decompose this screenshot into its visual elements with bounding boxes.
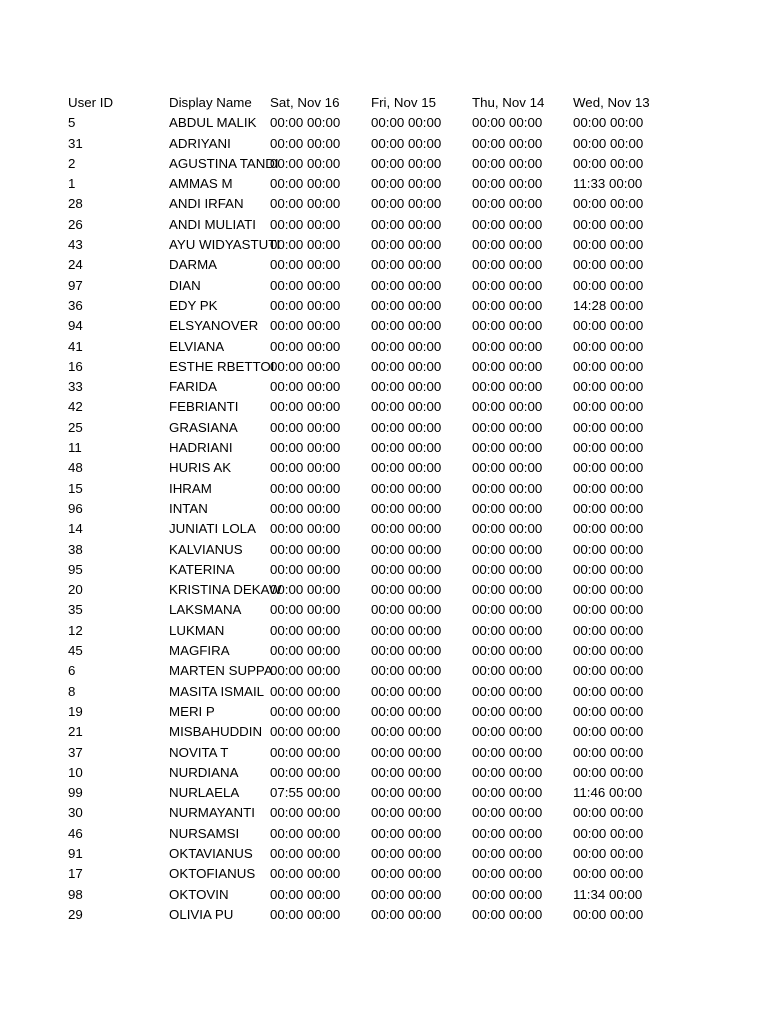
header-row (68, 93, 673, 113)
cell-user-id: 99 (68, 785, 83, 801)
table-body (68, 113, 673, 925)
cell-fri: 00:00 00:00 (371, 277, 442, 293)
cell-wed: 00:00 00:00 (573, 237, 644, 253)
cell-fri: 00:00 00:00 (371, 338, 442, 354)
attendance-sheet (68, 93, 673, 925)
cell-sat: 00:00 00:00 (270, 724, 341, 740)
table-row (68, 905, 673, 925)
cell-user-id: 94 (68, 318, 83, 334)
cell-wed: 00:00 00:00 (573, 115, 644, 131)
cell-thu: 00:00 00:00 (472, 866, 543, 882)
cell-sat: 00:00 00:00 (270, 663, 341, 679)
table-row (68, 661, 673, 681)
cell-fri: 00:00 00:00 (371, 805, 442, 821)
cell-display-name: INTAN (169, 500, 208, 516)
cell-user-id: 17 (68, 866, 83, 882)
cell-fri: 00:00 00:00 (371, 845, 442, 861)
cell-user-id: 37 (68, 744, 83, 760)
table-row (68, 682, 673, 702)
cell-user-id: 30 (68, 805, 83, 821)
cell-user-id: 14 (68, 521, 83, 537)
cell-user-id: 8 (68, 683, 76, 699)
cell-fri: 00:00 00:00 (371, 419, 442, 435)
table-row (68, 864, 673, 884)
cell-sat: 00:00 00:00 (270, 338, 341, 354)
cell-user-id: 97 (68, 277, 83, 293)
cell-fri: 00:00 00:00 (371, 216, 442, 232)
table-row (68, 479, 673, 499)
cell-fri: 00:00 00:00 (371, 135, 442, 151)
cell-wed: 00:00 00:00 (573, 440, 644, 456)
cell-user-id: 33 (68, 379, 83, 395)
cell-fri: 00:00 00:00 (371, 257, 442, 273)
cell-display-name: KRISTINA DEKAW (169, 582, 282, 598)
cell-sat: 00:00 00:00 (270, 703, 341, 719)
cell-thu: 00:00 00:00 (472, 500, 543, 516)
cell-thu: 00:00 00:00 (472, 135, 543, 151)
cell-fri: 00:00 00:00 (371, 460, 442, 476)
cell-sat: 00:00 00:00 (270, 237, 341, 253)
cell-thu: 00:00 00:00 (472, 622, 543, 638)
table-row (68, 560, 673, 580)
table-row (68, 722, 673, 742)
cell-display-name: MASITA ISMAIL (169, 683, 265, 699)
cell-wed: 00:00 00:00 (573, 277, 644, 293)
cell-sat: 00:00 00:00 (270, 196, 341, 212)
cell-user-id: 2 (68, 155, 76, 171)
cell-sat: 00:00 00:00 (270, 318, 341, 334)
cell-user-id: 26 (68, 216, 83, 232)
cell-sat: 00:00 00:00 (270, 886, 341, 902)
header-display-name: Display Name (169, 95, 252, 110)
cell-fri: 00:00 00:00 (371, 379, 442, 395)
cell-fri: 00:00 00:00 (371, 906, 442, 922)
cell-wed: 00:00 00:00 (573, 724, 644, 740)
cell-user-id: 43 (68, 237, 83, 253)
cell-user-id: 1 (68, 176, 76, 192)
table-row (68, 540, 673, 560)
cell-sat: 00:00 00:00 (270, 297, 341, 313)
cell-sat: 00:00 00:00 (270, 521, 341, 537)
cell-sat: 00:00 00:00 (270, 135, 341, 151)
cell-display-name: ELVIANA (169, 338, 225, 354)
cell-display-name: DIAN (169, 277, 201, 293)
table-row (68, 255, 673, 275)
cell-display-name: JUNIATI LOLA (169, 521, 256, 537)
cell-user-id: 98 (68, 886, 83, 902)
cell-sat: 00:00 00:00 (270, 480, 341, 496)
cell-wed: 14:28 00:00 (573, 297, 644, 313)
cell-fri: 00:00 00:00 (371, 196, 442, 212)
cell-fri: 00:00 00:00 (371, 541, 442, 557)
cell-thu: 00:00 00:00 (472, 906, 543, 922)
cell-fri: 00:00 00:00 (371, 500, 442, 516)
cell-display-name: MERI P (169, 703, 215, 719)
cell-wed: 00:00 00:00 (573, 318, 644, 334)
header-user-id: User ID (68, 95, 114, 110)
cell-sat: 00:00 00:00 (270, 115, 341, 131)
cell-thu: 00:00 00:00 (472, 764, 543, 780)
cell-wed: 00:00 00:00 (573, 764, 644, 780)
cell-thu: 00:00 00:00 (472, 155, 543, 171)
cell-wed: 00:00 00:00 (573, 744, 644, 760)
cell-thu: 00:00 00:00 (472, 460, 543, 476)
cell-display-name: EDY PK (169, 297, 218, 313)
cell-wed: 00:00 00:00 (573, 480, 644, 496)
cell-thu: 00:00 00:00 (472, 825, 543, 841)
table-row (68, 235, 673, 255)
cell-sat: 00:00 00:00 (270, 257, 341, 273)
table-row (68, 337, 673, 357)
cell-display-name: NOVITA T (169, 744, 229, 760)
cell-fri: 00:00 00:00 (371, 297, 442, 313)
table-row (68, 357, 673, 377)
cell-wed: 00:00 00:00 (573, 582, 644, 598)
cell-wed: 00:00 00:00 (573, 866, 644, 882)
cell-user-id: 15 (68, 480, 83, 496)
cell-wed: 00:00 00:00 (573, 906, 644, 922)
cell-fri: 00:00 00:00 (371, 683, 442, 699)
cell-display-name: HURIS AK (169, 460, 232, 476)
cell-sat: 00:00 00:00 (270, 155, 341, 171)
cell-wed: 00:00 00:00 (573, 683, 644, 699)
header-date-fri: Fri, Nov 15 (371, 95, 437, 110)
cell-display-name: MAGFIRA (169, 643, 230, 659)
cell-fri: 00:00 00:00 (371, 440, 442, 456)
cell-thu: 00:00 00:00 (472, 196, 543, 212)
cell-display-name: IHRAM (169, 480, 212, 496)
cell-thu: 00:00 00:00 (472, 419, 543, 435)
cell-wed: 00:00 00:00 (573, 703, 644, 719)
header-date-thu: Thu, Nov 14 (472, 95, 545, 110)
cell-thu: 00:00 00:00 (472, 358, 543, 374)
cell-sat: 00:00 00:00 (270, 906, 341, 922)
cell-user-id: 31 (68, 135, 83, 151)
cell-display-name: ABDUL MALIK (169, 115, 257, 131)
cell-fri: 00:00 00:00 (371, 358, 442, 374)
cell-sat: 00:00 00:00 (270, 277, 341, 293)
cell-user-id: 19 (68, 703, 83, 719)
cell-wed: 00:00 00:00 (573, 358, 644, 374)
cell-user-id: 35 (68, 602, 83, 618)
table-row (68, 600, 673, 620)
cell-thu: 00:00 00:00 (472, 541, 543, 557)
header-date-wed: Wed, Nov 13 (573, 95, 650, 110)
cell-display-name: ANDI MULIATI (169, 216, 256, 232)
cell-user-id: 91 (68, 845, 83, 861)
cell-fri: 00:00 00:00 (371, 155, 442, 171)
cell-fri: 00:00 00:00 (371, 866, 442, 882)
cell-sat: 00:00 00:00 (270, 622, 341, 638)
cell-thu: 00:00 00:00 (472, 237, 543, 253)
cell-thu: 00:00 00:00 (472, 399, 543, 415)
cell-fri: 00:00 00:00 (371, 663, 442, 679)
cell-wed: 00:00 00:00 (573, 155, 644, 171)
cell-user-id: 10 (68, 764, 83, 780)
table-row (68, 438, 673, 458)
cell-fri: 00:00 00:00 (371, 318, 442, 334)
cell-fri: 00:00 00:00 (371, 764, 442, 780)
cell-sat: 00:00 00:00 (270, 805, 341, 821)
cell-sat: 00:00 00:00 (270, 643, 341, 659)
cell-user-id: 25 (68, 419, 83, 435)
cell-thu: 00:00 00:00 (472, 440, 543, 456)
cell-fri: 00:00 00:00 (371, 561, 442, 577)
cell-user-id: 28 (68, 196, 83, 212)
cell-thu: 00:00 00:00 (472, 886, 543, 902)
cell-wed: 00:00 00:00 (573, 216, 644, 232)
cell-sat: 00:00 00:00 (270, 440, 341, 456)
cell-thu: 00:00 00:00 (472, 480, 543, 496)
table-row (68, 580, 673, 600)
cell-fri: 00:00 00:00 (371, 744, 442, 760)
cell-thu: 00:00 00:00 (472, 338, 543, 354)
cell-fri: 00:00 00:00 (371, 724, 442, 740)
cell-wed: 00:00 00:00 (573, 643, 644, 659)
table-row (68, 743, 673, 763)
cell-fri: 00:00 00:00 (371, 480, 442, 496)
cell-sat: 00:00 00:00 (270, 845, 341, 861)
cell-user-id: 5 (68, 115, 76, 131)
cell-sat: 00:00 00:00 (270, 602, 341, 618)
cell-display-name: OKTOFIANUS (169, 866, 256, 882)
cell-user-id: 41 (68, 338, 83, 354)
cell-fri: 00:00 00:00 (371, 582, 442, 598)
cell-wed: 00:00 00:00 (573, 845, 644, 861)
cell-wed: 00:00 00:00 (573, 257, 644, 273)
cell-thu: 00:00 00:00 (472, 176, 543, 192)
table-row (68, 194, 673, 214)
cell-display-name: ESTHE RBETTOI (169, 358, 275, 374)
cell-fri: 00:00 00:00 (371, 703, 442, 719)
cell-user-id: 20 (68, 582, 83, 598)
cell-wed: 11:46 00:00 (573, 785, 643, 801)
cell-thu: 00:00 00:00 (472, 521, 543, 537)
cell-display-name: FEBRIANTI (169, 399, 239, 415)
cell-display-name: OKTOVIN (169, 886, 229, 902)
cell-wed: 00:00 00:00 (573, 135, 644, 151)
cell-display-name: NURDIANA (169, 764, 239, 780)
cell-display-name: NURMAYANTI (169, 805, 255, 821)
cell-wed: 11:33 00:00 (573, 176, 643, 192)
cell-user-id: 11 (68, 440, 82, 456)
cell-sat: 00:00 00:00 (270, 561, 341, 577)
cell-sat: 00:00 00:00 (270, 216, 341, 232)
cell-display-name: HADRIANI (169, 440, 233, 456)
cell-display-name: GRASIANA (169, 419, 238, 435)
table-row (68, 134, 673, 154)
cell-wed: 00:00 00:00 (573, 379, 644, 395)
cell-fri: 00:00 00:00 (371, 237, 442, 253)
table-row (68, 702, 673, 722)
cell-thu: 00:00 00:00 (472, 643, 543, 659)
cell-user-id: 48 (68, 460, 83, 476)
table-row (68, 397, 673, 417)
cell-thu: 00:00 00:00 (472, 582, 543, 598)
cell-user-id: 42 (68, 399, 83, 415)
cell-thu: 00:00 00:00 (472, 297, 543, 313)
table-row (68, 824, 673, 844)
table-row (68, 458, 673, 478)
table-row (68, 377, 673, 397)
cell-thu: 00:00 00:00 (472, 724, 543, 740)
cell-thu: 00:00 00:00 (472, 318, 543, 334)
table-row (68, 316, 673, 336)
cell-display-name: ELSYANOVER (169, 318, 259, 334)
cell-wed: 00:00 00:00 (573, 805, 644, 821)
cell-display-name: OKTAVIANUS (169, 845, 253, 861)
cell-user-id: 95 (68, 561, 83, 577)
cell-user-id: 96 (68, 500, 83, 516)
cell-display-name: MISBAHUDDIN (169, 724, 263, 740)
cell-wed: 11:34 00:00 (573, 886, 643, 902)
cell-thu: 00:00 00:00 (472, 845, 543, 861)
cell-sat: 00:00 00:00 (270, 582, 341, 598)
cell-user-id: 29 (68, 906, 83, 922)
cell-user-id: 46 (68, 825, 83, 841)
table-row (68, 621, 673, 641)
cell-sat: 00:00 00:00 (270, 500, 341, 516)
cell-sat: 00:00 00:00 (270, 683, 341, 699)
cell-user-id: 45 (68, 643, 83, 659)
cell-fri: 00:00 00:00 (371, 115, 442, 131)
cell-thu: 00:00 00:00 (472, 703, 543, 719)
cell-sat: 00:00 00:00 (270, 176, 341, 192)
table-row (68, 641, 673, 661)
cell-thu: 00:00 00:00 (472, 561, 543, 577)
table-row (68, 499, 673, 519)
cell-wed: 00:00 00:00 (573, 419, 644, 435)
cell-sat: 00:00 00:00 (270, 399, 341, 415)
cell-display-name: LAKSMANA (169, 602, 242, 618)
cell-sat: 00:00 00:00 (270, 825, 341, 841)
cell-wed: 00:00 00:00 (573, 602, 644, 618)
cell-fri: 00:00 00:00 (371, 602, 442, 618)
cell-thu: 00:00 00:00 (472, 277, 543, 293)
cell-thu: 00:00 00:00 (472, 663, 543, 679)
cell-display-name: OLIVIA PU (169, 906, 234, 922)
cell-display-name: AMMAS M (169, 176, 233, 192)
table-row (68, 174, 673, 194)
cell-thu: 00:00 00:00 (472, 216, 543, 232)
cell-display-name: DARMA (169, 257, 218, 273)
cell-thu: 00:00 00:00 (472, 257, 543, 273)
cell-fri: 00:00 00:00 (371, 622, 442, 638)
cell-wed: 00:00 00:00 (573, 663, 644, 679)
cell-wed: 00:00 00:00 (573, 460, 644, 476)
cell-display-name: MARTEN SUPPA (169, 663, 273, 679)
table-row (68, 296, 673, 316)
cell-display-name: ADRIYANI (169, 135, 231, 151)
cell-sat: 00:00 00:00 (270, 866, 341, 882)
table-row (68, 803, 673, 823)
cell-wed: 00:00 00:00 (573, 399, 644, 415)
cell-display-name: KALVIANUS (169, 541, 243, 557)
cell-sat: 00:00 00:00 (270, 358, 341, 374)
cell-thu: 00:00 00:00 (472, 805, 543, 821)
table-row (68, 154, 673, 174)
cell-fri: 00:00 00:00 (371, 399, 442, 415)
table-row (68, 418, 673, 438)
cell-sat: 00:00 00:00 (270, 541, 341, 557)
cell-display-name: AYU WIDYASTUTI (169, 237, 281, 253)
cell-wed: 00:00 00:00 (573, 825, 644, 841)
cell-display-name: AGUSTINA TANDI (169, 155, 279, 171)
cell-fri: 00:00 00:00 (371, 521, 442, 537)
cell-wed: 00:00 00:00 (573, 541, 644, 557)
table-row (68, 885, 673, 905)
cell-wed: 00:00 00:00 (573, 521, 644, 537)
cell-fri: 00:00 00:00 (371, 785, 442, 801)
table-row (68, 783, 673, 803)
table-row (68, 113, 673, 133)
cell-user-id: 6 (68, 663, 76, 679)
cell-display-name: LUKMAN (169, 622, 225, 638)
cell-display-name: NURLAELA (169, 785, 240, 801)
cell-sat: 07:55 00:00 (270, 785, 341, 801)
cell-wed: 00:00 00:00 (573, 500, 644, 516)
cell-fri: 00:00 00:00 (371, 886, 442, 902)
cell-wed: 00:00 00:00 (573, 622, 644, 638)
cell-thu: 00:00 00:00 (472, 115, 543, 131)
table-row (68, 215, 673, 235)
table-row (68, 763, 673, 783)
table-row (68, 844, 673, 864)
header-date-sat: Sat, Nov 16 (270, 95, 340, 110)
cell-thu: 00:00 00:00 (472, 683, 543, 699)
cell-display-name: FARIDA (169, 379, 218, 395)
cell-display-name: KATERINA (169, 561, 235, 577)
cell-fri: 00:00 00:00 (371, 643, 442, 659)
cell-sat: 00:00 00:00 (270, 379, 341, 395)
cell-user-id: 12 (68, 622, 83, 638)
table-row (68, 276, 673, 296)
cell-user-id: 21 (68, 724, 83, 740)
cell-sat: 00:00 00:00 (270, 764, 341, 780)
cell-wed: 00:00 00:00 (573, 338, 644, 354)
cell-thu: 00:00 00:00 (472, 602, 543, 618)
cell-sat: 00:00 00:00 (270, 744, 341, 760)
cell-display-name: ANDI IRFAN (169, 196, 244, 212)
table-row (68, 519, 673, 539)
cell-sat: 00:00 00:00 (270, 460, 341, 476)
cell-user-id: 38 (68, 541, 83, 557)
cell-thu: 00:00 00:00 (472, 785, 543, 801)
cell-user-id: 24 (68, 257, 83, 273)
cell-sat: 00:00 00:00 (270, 419, 341, 435)
cell-user-id: 16 (68, 358, 83, 374)
cell-thu: 00:00 00:00 (472, 744, 543, 760)
cell-wed: 00:00 00:00 (573, 561, 644, 577)
cell-fri: 00:00 00:00 (371, 825, 442, 841)
cell-user-id: 36 (68, 297, 83, 313)
cell-wed: 00:00 00:00 (573, 196, 644, 212)
cell-thu: 00:00 00:00 (472, 379, 543, 395)
cell-display-name: NURSAMSI (169, 825, 240, 841)
cell-fri: 00:00 00:00 (371, 176, 442, 192)
